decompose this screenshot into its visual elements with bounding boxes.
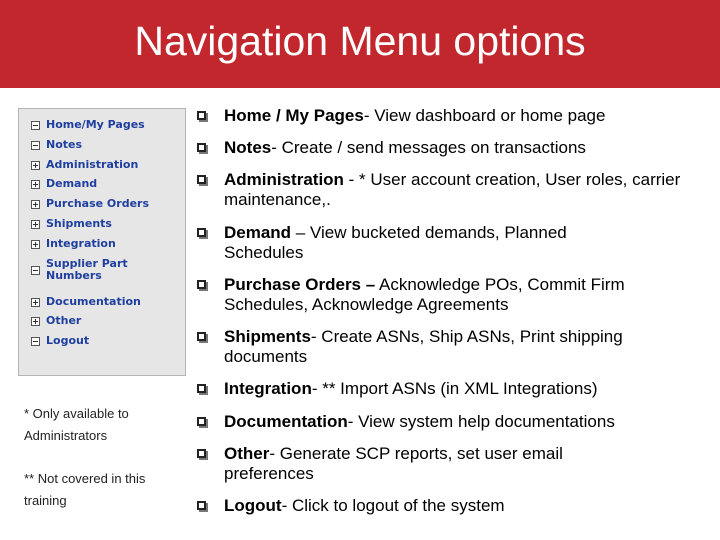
bullet-term: Purchase Orders –: [224, 275, 376, 294]
bullet-term: Logout: [224, 496, 282, 515]
bullet-desc: – View bucketed demands, Planned Schedules: [224, 223, 567, 262]
plus-box-icon[interactable]: [31, 317, 40, 326]
bullet-item-notes: [197, 138, 707, 158]
sidebar-item-purchase-orders[interactable]: [31, 198, 149, 218]
sidebar-item-label[interactable]: Logout: [46, 334, 90, 348]
bullet-item-other: [197, 444, 707, 484]
not-covered-note: ** Not covered in this training: [24, 471, 146, 508]
bullet-item-logout: [197, 496, 707, 516]
minus-box-icon[interactable]: [31, 141, 40, 150]
bullet-square-icon: [197, 501, 206, 510]
sidebar-item-label[interactable]: Administration: [46, 157, 139, 171]
navigation-sidebar: [18, 108, 186, 376]
bullet-term: Notes: [224, 138, 272, 157]
bullet-desc: - View system help documentations: [347, 412, 615, 431]
plus-box-icon[interactable]: [31, 161, 40, 170]
bullet-square-icon: [197, 332, 206, 341]
bullet-square-icon: [197, 143, 206, 152]
sidebar-item-label[interactable]: Demand: [46, 177, 98, 191]
bullet-desc: - View dashboard or home page: [363, 106, 606, 125]
bullet-square-icon: [197, 280, 206, 289]
sidebar-item-shipments[interactable]: [31, 218, 149, 238]
plus-box-icon[interactable]: [31, 200, 40, 209]
bullet-item-home: [197, 106, 707, 126]
plus-box-icon[interactable]: [31, 240, 40, 249]
sidebar-item-label[interactable]: Shipments: [46, 216, 112, 230]
admin-only-note: * Only available to Administrators: [24, 406, 129, 443]
bullet-item-integration: [197, 379, 707, 399]
sidebar-item-administration[interactable]: [31, 159, 149, 179]
plus-box-icon[interactable]: [31, 180, 40, 189]
bullet-desc: - Create / send messages on transactions: [271, 138, 586, 157]
sidebar-item-documentation[interactable]: [31, 296, 149, 316]
bullet-term: Integration: [224, 379, 312, 398]
plus-box-icon[interactable]: [31, 298, 40, 307]
bullet-square-icon: [197, 175, 206, 184]
bullet-term: Other: [224, 444, 270, 463]
bullet-item-documentation: [197, 412, 707, 432]
bullet-desc: - Click to logout of the system: [281, 496, 505, 515]
bullet-desc: - ** Import ASNs (in XML Integrations): [311, 379, 598, 398]
bullet-term: Home / My Pages: [224, 106, 364, 125]
sidebar-item-label[interactable]: Documentation: [46, 294, 141, 308]
bullet-term: Shipments: [224, 327, 311, 346]
bullet-desc: - Create ASNs, Ship ASNs, Print shipping documents: [224, 327, 623, 366]
title-bar: [0, 0, 720, 88]
sidebar-item-label[interactable]: Purchase Orders: [46, 197, 150, 211]
sidebar-item-label[interactable]: Integration: [46, 236, 116, 250]
minus-box-icon[interactable]: [31, 266, 40, 275]
bullet-item-demand: [197, 223, 707, 263]
sidebar-item-supplier-part-numbers[interactable]: [31, 258, 149, 296]
sidebar-item-notes[interactable]: [31, 139, 149, 159]
sidebar-item-label[interactable]: Supplier Part Numbers: [46, 256, 128, 282]
bullet-desc: - * User account creation, User roles, carrier maintenance,.: [224, 170, 681, 209]
bullet-square-icon: [197, 417, 206, 426]
bullet-square-icon: [197, 228, 206, 237]
plus-box-icon[interactable]: [31, 220, 40, 229]
sidebar-item-label[interactable]: Notes: [46, 137, 83, 151]
bullet-item-shipments: [197, 327, 707, 367]
bullet-term: Demand: [224, 223, 292, 242]
minus-box-icon[interactable]: [31, 121, 40, 130]
bullet-item-purchase-orders: [197, 275, 707, 315]
bullet-term: Documentation: [224, 412, 348, 431]
sidebar-item-demand[interactable]: [31, 178, 149, 198]
sidebar-item-home[interactable]: [31, 119, 149, 139]
minus-box-icon[interactable]: [31, 337, 40, 346]
sidebar-item-integration[interactable]: [31, 238, 149, 258]
bullet-term: Administration: [224, 170, 349, 189]
bullet-desc: - Generate SCP reports, set user email preferences: [224, 444, 563, 483]
nav-list: [31, 119, 149, 355]
page-title: Navigation Menu options: [134, 18, 586, 64]
sidebar-item-label[interactable]: Other: [46, 314, 82, 328]
bullet-item-administration: [197, 170, 707, 210]
bullet-desc: Acknowledge POs, Commit Firm Schedules, Acknowledge Agreements: [224, 275, 625, 314]
bullet-square-icon: [197, 111, 206, 120]
sidebar-item-label[interactable]: Home/My Pages: [46, 118, 145, 131]
bullet-square-icon: [197, 384, 206, 393]
sidebar-item-other[interactable]: [31, 315, 149, 335]
bullet-square-icon: [197, 449, 206, 458]
sidebar-item-logout[interactable]: [31, 335, 149, 355]
